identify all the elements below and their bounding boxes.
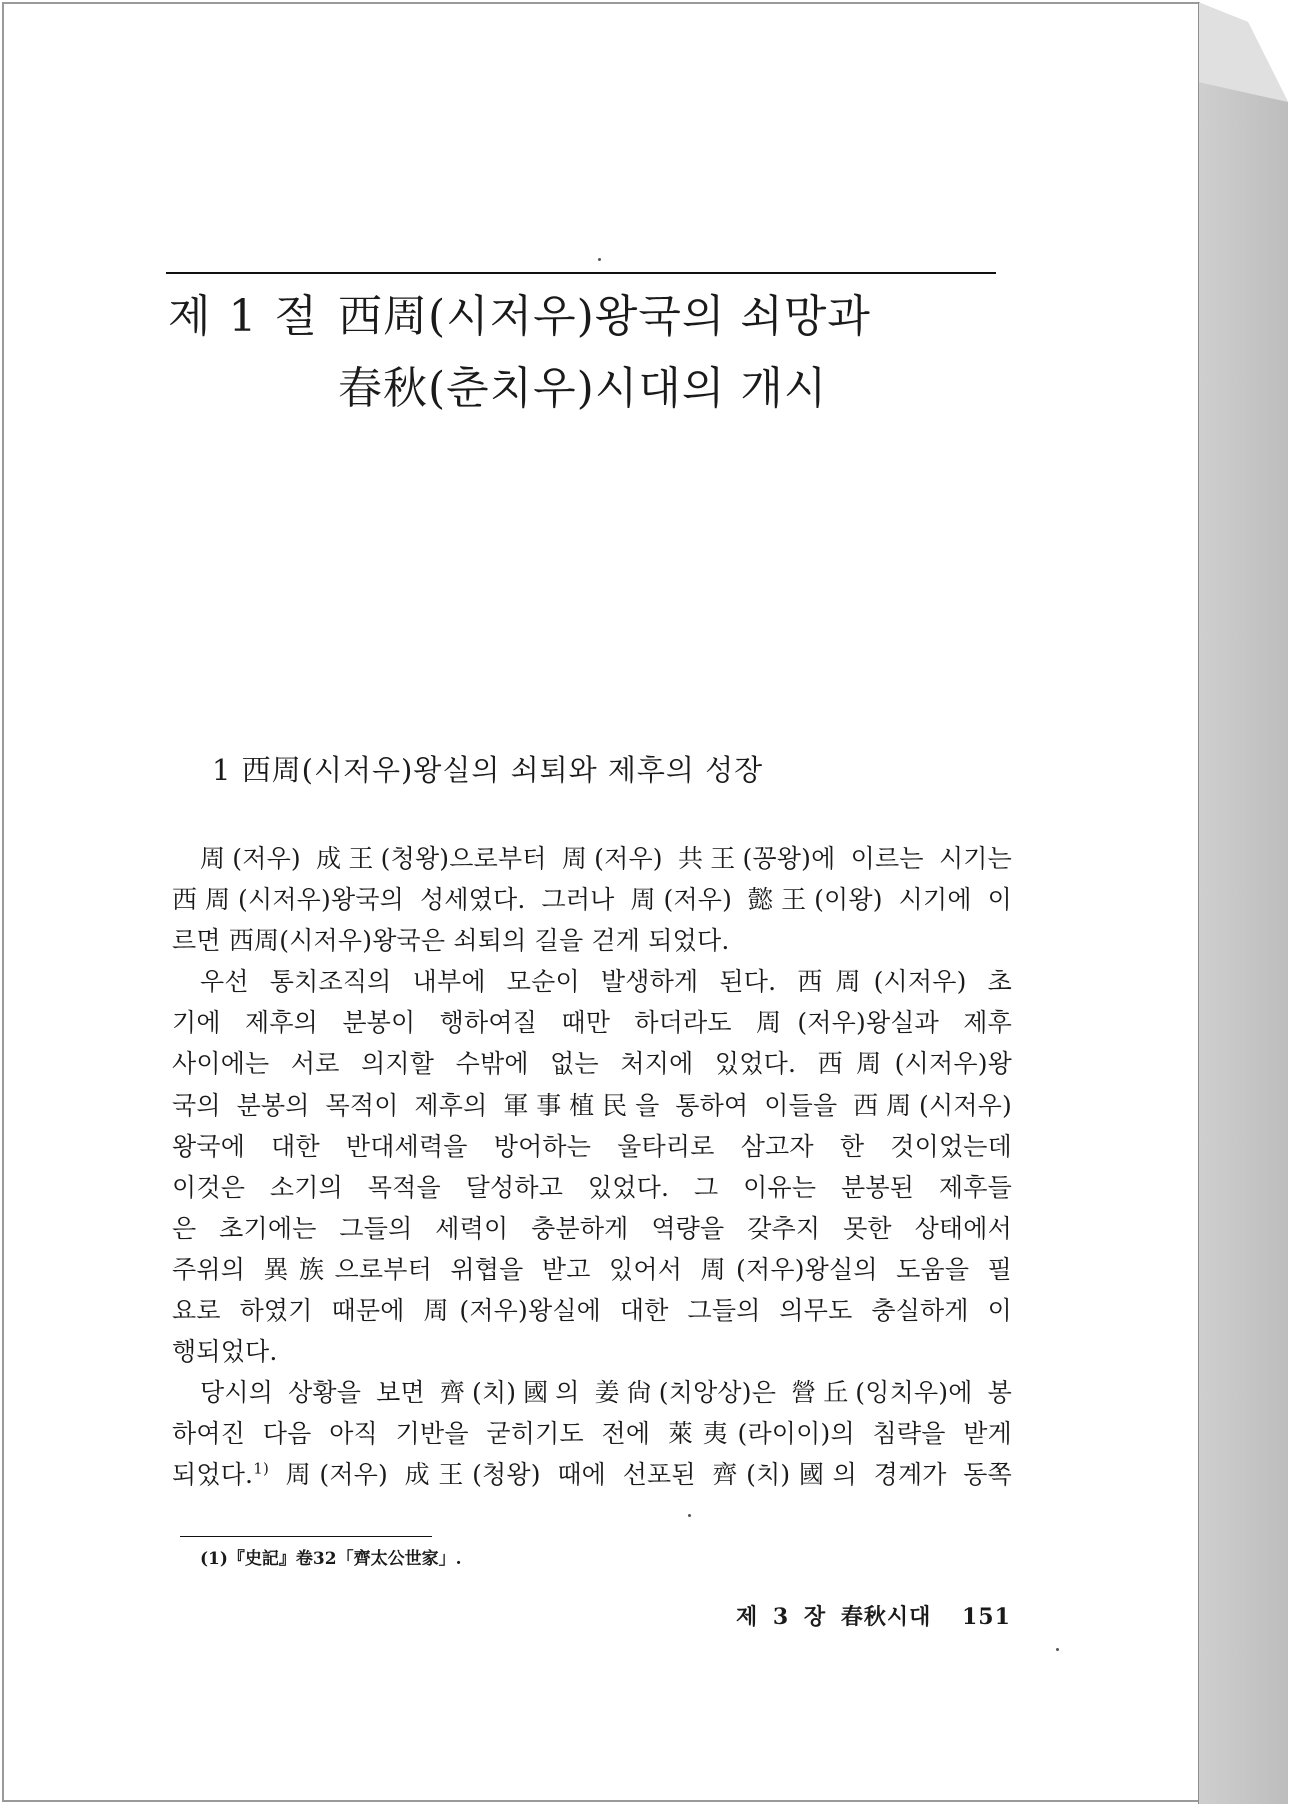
body-line: 르면 西周(시저우)왕국은 쇠퇴의 길을 걷게 되었다. <box>172 926 730 956</box>
section-number: 제 1 절 <box>168 291 319 342</box>
body-line: 기에 제후의 분봉이 행하여질 때만 하더라도 周(저우)왕실과 제후 <box>172 1008 1012 1038</box>
body-line: 국의 분봉의 목적이 제후의 軍事植民을 통하여 이들을 西周(시저우) <box>172 1090 1012 1120</box>
section-title-line-2: 春秋(춘치우)시대의 개시 <box>338 363 828 414</box>
section-top-rule <box>166 272 996 274</box>
body-line: 당시의 상황을 보면 齊(치)國의 姜尙(치앙상)은 營丘(잉치우)에 봉 <box>200 1378 1012 1408</box>
body-line: 요로 하였기 때문에 周(저우)왕실에 대한 그들의 의무도 충실하게 이 <box>172 1296 1012 1326</box>
subsection-heading: 1 西周(시저우)왕실의 쇠퇴와 제후의 성장 <box>212 753 764 787</box>
scan-speck <box>688 1514 691 1517</box>
body-line: 周(저우) 成王(청왕)으로부터 周(저우) 共王(꽁왕)에 이르는 시기는 <box>200 844 1012 873</box>
footnote-marker: 1) <box>253 1460 269 1479</box>
body-line: 행되었다. <box>172 1337 278 1367</box>
body-line: 이것은 소기의 목적을 달성하고 있었다. 그 이유는 분봉된 제후들 <box>172 1172 1012 1202</box>
body-line-end: 周(저우) 成王(청왕) 때에 선포된 齊(치)國의 경계가 동쪽 <box>285 1460 1012 1490</box>
page-edge-graphic <box>1198 2 1292 1804</box>
page-edge-thickness <box>1198 2 1292 1804</box>
body-line: 은 초기에는 그들의 세력이 충분하게 역량을 갖추지 못한 상태에서 <box>172 1213 1012 1243</box>
body-line: 하여진 다음 아직 기반을 굳히기도 전에 萊夷(라이이)의 침략을 받게 <box>172 1419 1012 1449</box>
page-number: 151 <box>962 1604 1011 1630</box>
section-title-line-1: 西周(시저우)왕국의 쇠망과 <box>338 291 871 342</box>
scan-speck <box>1056 1648 1059 1651</box>
body-line: 우선 통치조직의 내부에 모순이 발생하게 된다. 西周(시저우) 초 <box>200 967 1012 997</box>
footnote-rule <box>180 1536 432 1537</box>
body-line-start: 되었다. <box>172 1460 254 1490</box>
body-line <box>172 1454 1012 1495</box>
body-text <box>172 838 1012 1496</box>
scan-speck <box>598 258 601 261</box>
footer-chapter: 제 3 장 <box>736 1604 827 1630</box>
footnote: (1)『史記』卷32「齊太公世家」. <box>200 1549 462 1569</box>
body-line: 사이에는 서로 의지할 수밖에 없는 처지에 있었다. 西周(시저우)왕 <box>172 1049 1012 1079</box>
section-heading <box>168 285 1068 421</box>
body-line: 왕국에 대한 반대세력을 방어하는 울타리로 삼고자 한 것이었는데 <box>172 1131 1012 1161</box>
body-line: 주위의 異族으로부터 위협을 받고 있어서 周(저우)왕실의 도움을 필 <box>172 1254 1012 1284</box>
footer-title: 春秋시대 <box>840 1604 932 1630</box>
body-line: 西周(시저우)왕국의 성세였다. 그러나 周(저우) 懿王(이왕) 시기에 이 <box>172 885 1012 915</box>
running-footer <box>736 1602 1011 1632</box>
